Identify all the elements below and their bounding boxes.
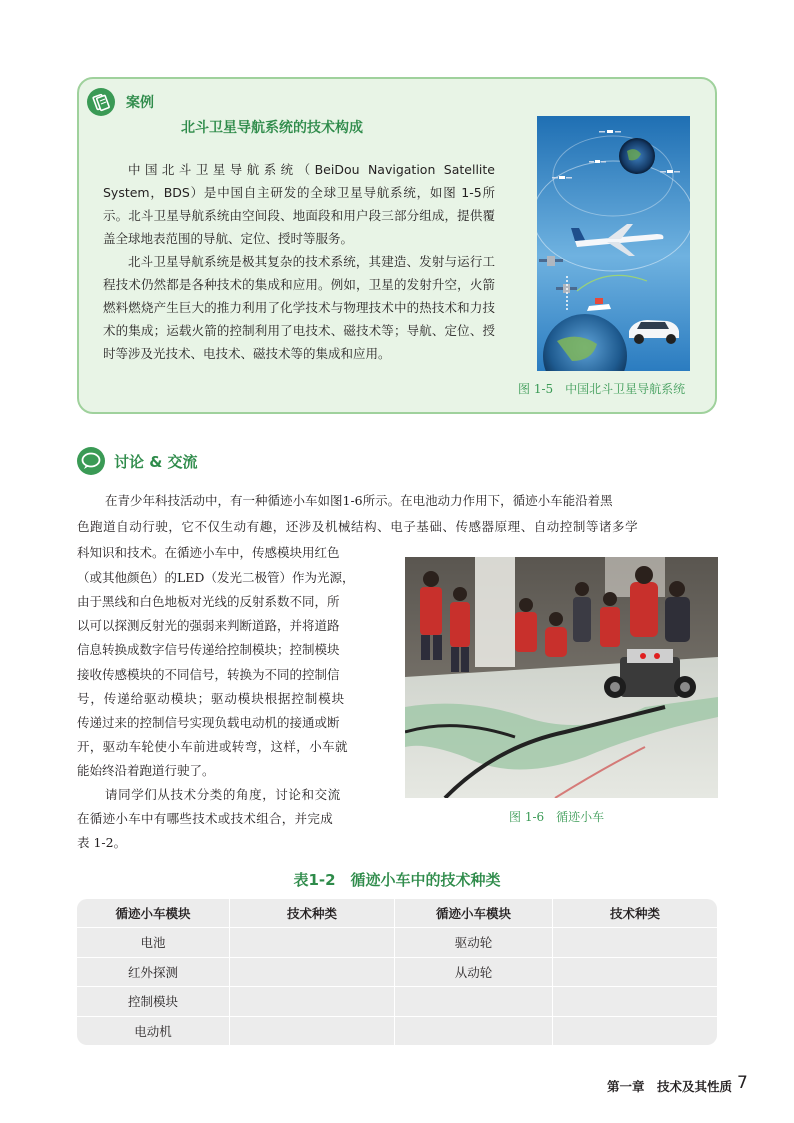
discussion-title: 讨论 & 交流 xyxy=(114,453,198,471)
table-header: 循迹小车模块 xyxy=(77,899,230,928)
discussion-body-line: 科知识和技术。在循迹小车中，传感模块用红色 xyxy=(77,545,340,560)
table-header: 循迹小车模块 xyxy=(395,899,553,928)
discussion-body-line: 由于黑线和白色地板对光线的反射系数不同，所 xyxy=(77,594,340,609)
table-cell: 从动轮 xyxy=(395,958,553,988)
beidou-figure-caption: 图 1-5 中国北斗卫星导航系统 xyxy=(518,382,686,396)
discussion-body-line: 信息转换成数字信号传递给控制模块；控制模块 xyxy=(77,642,340,657)
discussion-task-line: 在循迹小车中有哪些技术或技术组合，并完成 xyxy=(77,811,334,826)
table-header: 技术种类 xyxy=(230,899,395,928)
table-header: 技术种类 xyxy=(553,899,717,928)
discussion-task-line: 表 1-2。 xyxy=(77,835,127,850)
beidou-figure xyxy=(537,116,690,371)
discussion-intro-line: 在青少年科技活动中，有一种循迹小车如图1-6所示。在电池动力作用下，循迹小车能沿着黑 xyxy=(105,493,613,508)
table-cell[interactable] xyxy=(230,987,395,1017)
page-number: 7 xyxy=(737,1073,748,1093)
table-row xyxy=(77,928,717,958)
table-title: 表1-2 循迹小车中的技术种类 xyxy=(293,871,501,889)
table-cell[interactable] xyxy=(553,928,717,958)
case-paragraph: 中国北斗卫星导航系统（BeiDou Navigation Satellite System，BDS）是中国自主研发的全球卫星导航系统，如图 1-5所示。北斗卫星导航系统由空间段、地面段和用户段三部分组成，提供覆盖全球地表范围的导航、定位、授时等服务。 xyxy=(103,162,495,246)
discussion-body-line: 号，传递给驱动模块；驱动模块根据控制模块 xyxy=(77,691,346,706)
discussion-body-line: 能始终沿着跑道行驶了。 xyxy=(77,763,215,778)
footer-chapter: 第一章 技术及其性质 xyxy=(607,1079,733,1094)
case-paragraph: 北斗卫星导航系统是极其复杂的技术系统，其建造、发射与运行工程技术仍然都是各种技术的集成和应用。例如，卫星的发射升空，火箭燃料燃烧产生巨大的推力利用了化学技术与物理技术中的热技术和力技术的集成；运载火箭的控制利用了电技术、磁技术等；导航、定位、授时等涉及光技术、电技术、磁技术等的集成和应用。 xyxy=(103,254,495,361)
table-cell[interactable] xyxy=(553,958,717,988)
discussion-body-line: 接收传感模块的不同信号，转换为不同的控制信 xyxy=(77,667,340,682)
table-cell xyxy=(395,1017,553,1046)
table-header-row xyxy=(77,899,717,928)
table-cell[interactable] xyxy=(230,928,395,958)
table-cell[interactable] xyxy=(553,1017,717,1046)
speech-bubble-icon xyxy=(77,447,105,475)
table-cell[interactable] xyxy=(230,1017,395,1046)
case-book-icon xyxy=(87,88,115,116)
line-follower-caption: 图 1-6 循迹小车 xyxy=(509,810,605,824)
table-cell: 电动机 xyxy=(77,1017,230,1046)
case-title: 北斗卫星导航系统的技术构成 xyxy=(181,120,363,136)
table-cell[interactable] xyxy=(553,987,717,1017)
table-cell: 控制模块 xyxy=(77,987,230,1017)
table-row xyxy=(77,1017,717,1046)
table-row xyxy=(77,958,717,988)
table-cell: 驱动轮 xyxy=(395,928,553,958)
technology-table xyxy=(77,899,717,1045)
discussion-body-line: 以可以探测反射光的强弱来判断道路，并将道路 xyxy=(77,618,340,633)
discussion-body-line: 开，驱动车轮使小车前进或转弯，这样，小车就 xyxy=(77,739,348,754)
discussion-body-line: （或其他颜色）的LED（发光二极管）作为光源， xyxy=(77,570,355,585)
discussion-task-line: 请同学们从技术分类的角度，讨论和交流 xyxy=(105,787,341,802)
case-text xyxy=(103,158,495,365)
table-cell xyxy=(395,987,553,1017)
table-cell: 红外探测 xyxy=(77,958,230,988)
table-cell[interactable] xyxy=(230,958,395,988)
table-row xyxy=(77,987,717,1017)
discussion-intro-line: 色跑道自动行驶，它不仅生动有趣，还涉及机械结构、电子基础、传感器原理、自动控制等诸多学 xyxy=(77,519,639,534)
case-label: 案例 xyxy=(126,95,154,111)
discussion-body-line: 传递过来的控制信号实现负载电动机的接通或断 xyxy=(77,715,340,730)
table-cell: 电池 xyxy=(77,928,230,958)
line-follower-photo xyxy=(405,557,718,798)
